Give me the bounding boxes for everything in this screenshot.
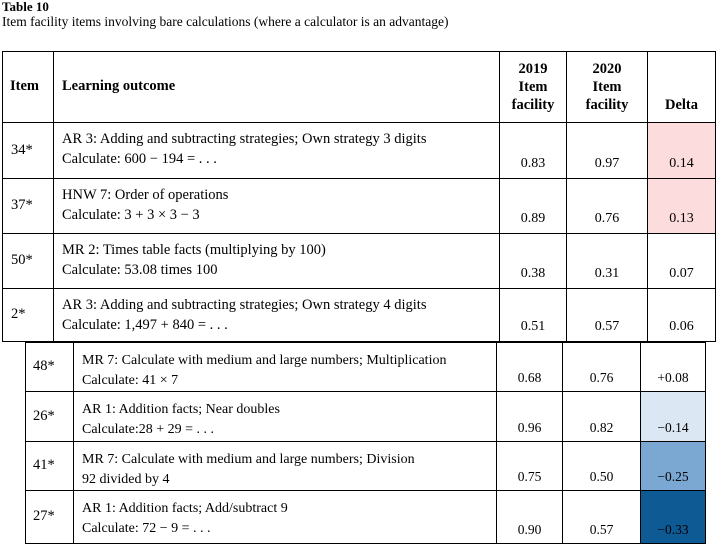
delta-cell: −0.25 bbox=[641, 442, 706, 491]
delta-cell: 0.07 bbox=[648, 234, 716, 289]
learning-outcome-cell: MR 2: Times table facts (multiplying by 100) Calculate: 53.08 times 100 bbox=[54, 234, 500, 289]
delta-cell: 0.06 bbox=[648, 289, 716, 342]
facility-2020: 0.76 bbox=[563, 343, 641, 392]
facility-table-bottom bbox=[25, 342, 706, 544]
learning-outcome-cell: AR 3: Adding and subtracting strategies; Own strategy 3 digits Calculate: 600 − 194 = . . . bbox=[54, 123, 500, 179]
table-row bbox=[26, 491, 706, 544]
table-row bbox=[26, 343, 706, 392]
facility-2020: 0.57 bbox=[567, 289, 648, 342]
facility-2019: 0.51 bbox=[500, 289, 567, 342]
facility-2020: 0.97 bbox=[567, 123, 648, 179]
facility-2019: 0.96 bbox=[497, 392, 563, 442]
item-id: 27* bbox=[26, 491, 74, 544]
delta-cell: −0.33 bbox=[641, 491, 706, 544]
facility-2019: 0.38 bbox=[500, 234, 567, 289]
learning-outcome-cell: AR 1: Addition facts; Near doubles Calculate:28 + 29 = . . . bbox=[74, 392, 497, 442]
table-caption-subtitle: Item facility items involving bare calculations (where a calculator is an advantage) bbox=[2, 14, 449, 29]
table-row bbox=[26, 392, 706, 442]
item-id: 26* bbox=[26, 392, 74, 442]
table-caption-title: Table 10 bbox=[2, 0, 49, 14]
header-row bbox=[3, 52, 716, 123]
learning-outcome-cell: MR 7: Calculate with medium and large numbers; Multiplication Calculate: 41 × 7 bbox=[74, 343, 497, 392]
delta-cell: −0.14 bbox=[641, 392, 706, 442]
header-learning-outcome: Learning outcome bbox=[54, 52, 500, 123]
header-item: Item bbox=[3, 52, 54, 123]
item-id: 48* bbox=[26, 343, 74, 392]
delta-cell: 0.14 bbox=[648, 123, 716, 179]
item-id: 37* bbox=[3, 179, 54, 234]
facility-table-top bbox=[2, 51, 716, 342]
table-row bbox=[3, 234, 716, 289]
item-id: 50* bbox=[3, 234, 54, 289]
learning-outcome-cell: MR 7: Calculate with medium and large numbers; Division 92 divided by 4 bbox=[74, 442, 497, 491]
table-row bbox=[26, 442, 706, 491]
table-row bbox=[3, 123, 716, 179]
delta-cell: +0.08 bbox=[641, 343, 706, 392]
table-row bbox=[3, 289, 716, 342]
facility-2020: 0.50 bbox=[563, 442, 641, 491]
facility-2020: 0.82 bbox=[563, 392, 641, 442]
header-delta: Delta bbox=[648, 52, 716, 123]
facility-2019: 0.75 bbox=[497, 442, 563, 491]
header-2020-facility: 2020 Item facility bbox=[567, 52, 648, 123]
header-2019-facility: 2019 Item facility bbox=[500, 52, 567, 123]
facility-2020: 0.57 bbox=[563, 491, 641, 544]
facility-2019: 0.90 bbox=[497, 491, 563, 544]
learning-outcome-cell: AR 3: Adding and subtracting strategies; Own strategy 4 digits Calculate: 1,497 + 840 = . . . bbox=[54, 289, 500, 342]
facility-2019: 0.68 bbox=[497, 343, 563, 392]
facility-2019: 0.89 bbox=[500, 179, 567, 234]
facility-2020: 0.76 bbox=[567, 179, 648, 234]
item-id: 41* bbox=[26, 442, 74, 491]
delta-cell: 0.13 bbox=[648, 179, 716, 234]
learning-outcome-cell: HNW 7: Order of operations Calculate: 3 + 3 × 3 − 3 bbox=[54, 179, 500, 234]
facility-2020: 0.31 bbox=[567, 234, 648, 289]
facility-2019: 0.83 bbox=[500, 123, 567, 179]
item-id: 34* bbox=[3, 123, 54, 179]
item-id: 2* bbox=[3, 289, 54, 342]
learning-outcome-cell: AR 1: Addition facts; Add/subtract 9 Calculate: 72 − 9 = . . . bbox=[74, 491, 497, 544]
table-row bbox=[3, 179, 716, 234]
